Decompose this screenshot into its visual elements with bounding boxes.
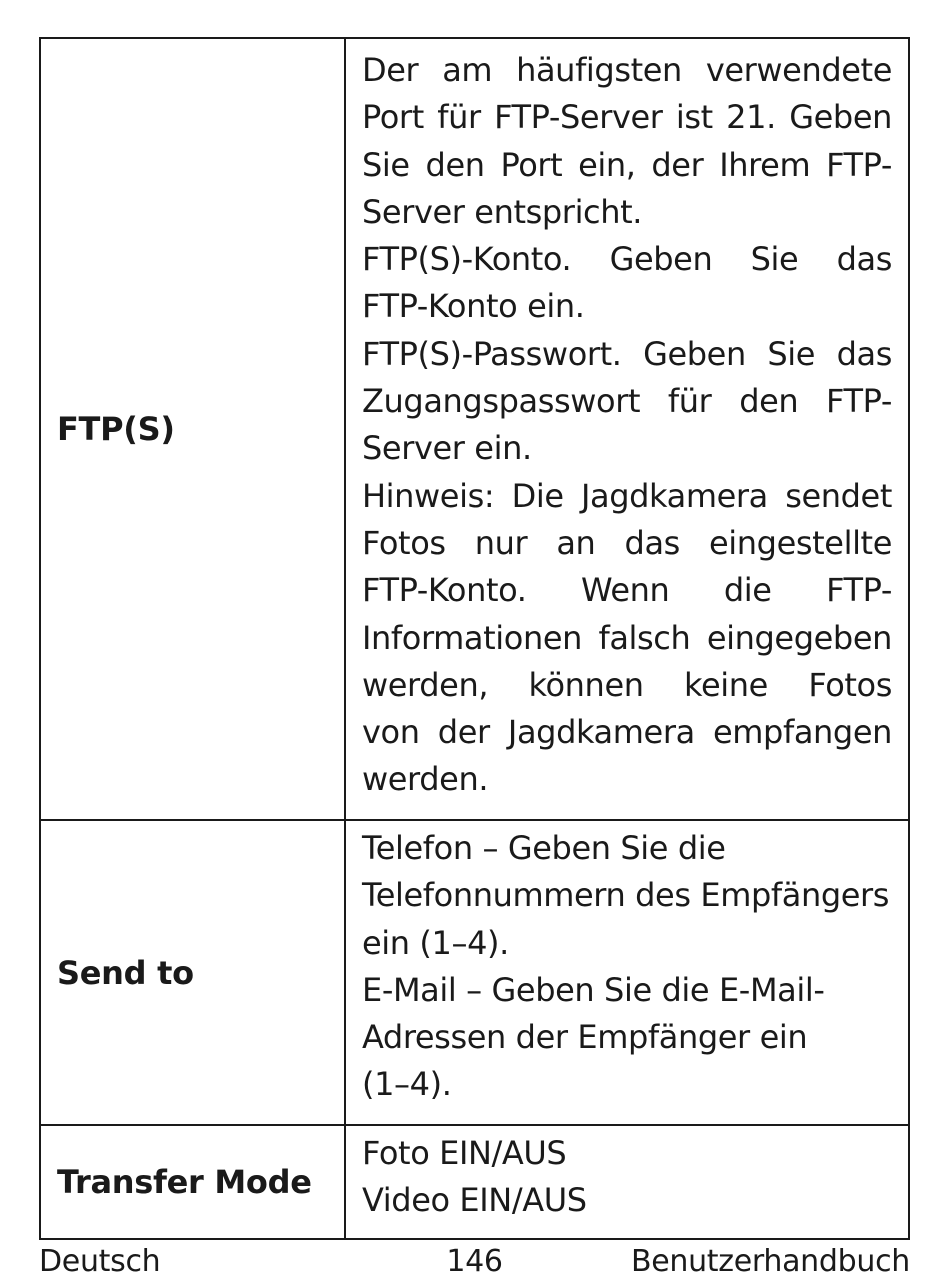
table-row-ftp [40,38,909,820]
description-line: Server entspricht. [362,192,643,231]
description-line: Hinweis: Die Jagdkamera sendet [362,476,892,515]
description-line: Foto EIN/AUS [362,1134,567,1172]
description-line: E-Mail – Geben Sie die E-Mail- [362,970,825,1009]
footer-language: Deutsch [39,1244,161,1279]
setting-description [345,38,909,820]
setting-description [345,1125,909,1239]
description-line: von der Jagdkamera empfangen [362,713,892,752]
description-line: Sie den Port ein, der Ihrem FTP- [362,145,892,184]
description-line: FTP(S)-Passwort. Geben Sie das [362,334,892,373]
description-line: Fotos nur an das eingestellte [362,523,892,562]
description-line: Zugangspasswort für den FTP- [362,382,892,421]
description-line: Telefonnummern des Empfängers [362,876,890,915]
setting-description [345,820,909,1125]
page-footer [39,1244,910,1286]
table-row-transfer-mode [40,1125,909,1239]
settings-table [39,37,910,1240]
description-line: FTP-Konto. Wenn die FTP- [362,571,892,610]
description-line: FTP(S)-Konto. Geben Sie das [362,240,892,279]
footer-manual-title: Benutzerhandbuch [630,1244,910,1279]
description-line: (1–4). [362,1065,452,1104]
setting-label: Send to [40,820,345,1125]
description-line: FTP-Konto ein. [362,287,585,326]
description-line: Telefon – Geben Sie die [362,829,726,867]
description-line: Server ein. [362,429,532,468]
setting-label: FTP(S) [40,38,345,820]
description-line: werden, können keine Fotos [362,665,892,704]
footer-page-number: 146 [446,1244,503,1279]
description-line: Informationen falsch eingegeben [362,618,892,657]
settings-table-body [40,38,909,1239]
setting-label: Transfer Mode [40,1125,345,1239]
table-row-send-to [40,820,909,1125]
description-line: Port für FTP-Server ist 21. Geben [362,98,892,137]
description-line: ein (1–4). [362,923,509,962]
description-line: werden. [362,760,489,799]
description-line: Video EIN/AUS [362,1181,587,1220]
description-line: Adressen der Empfänger ein [362,1018,808,1057]
description-line: Der am häufigsten verwendete [362,51,892,89]
